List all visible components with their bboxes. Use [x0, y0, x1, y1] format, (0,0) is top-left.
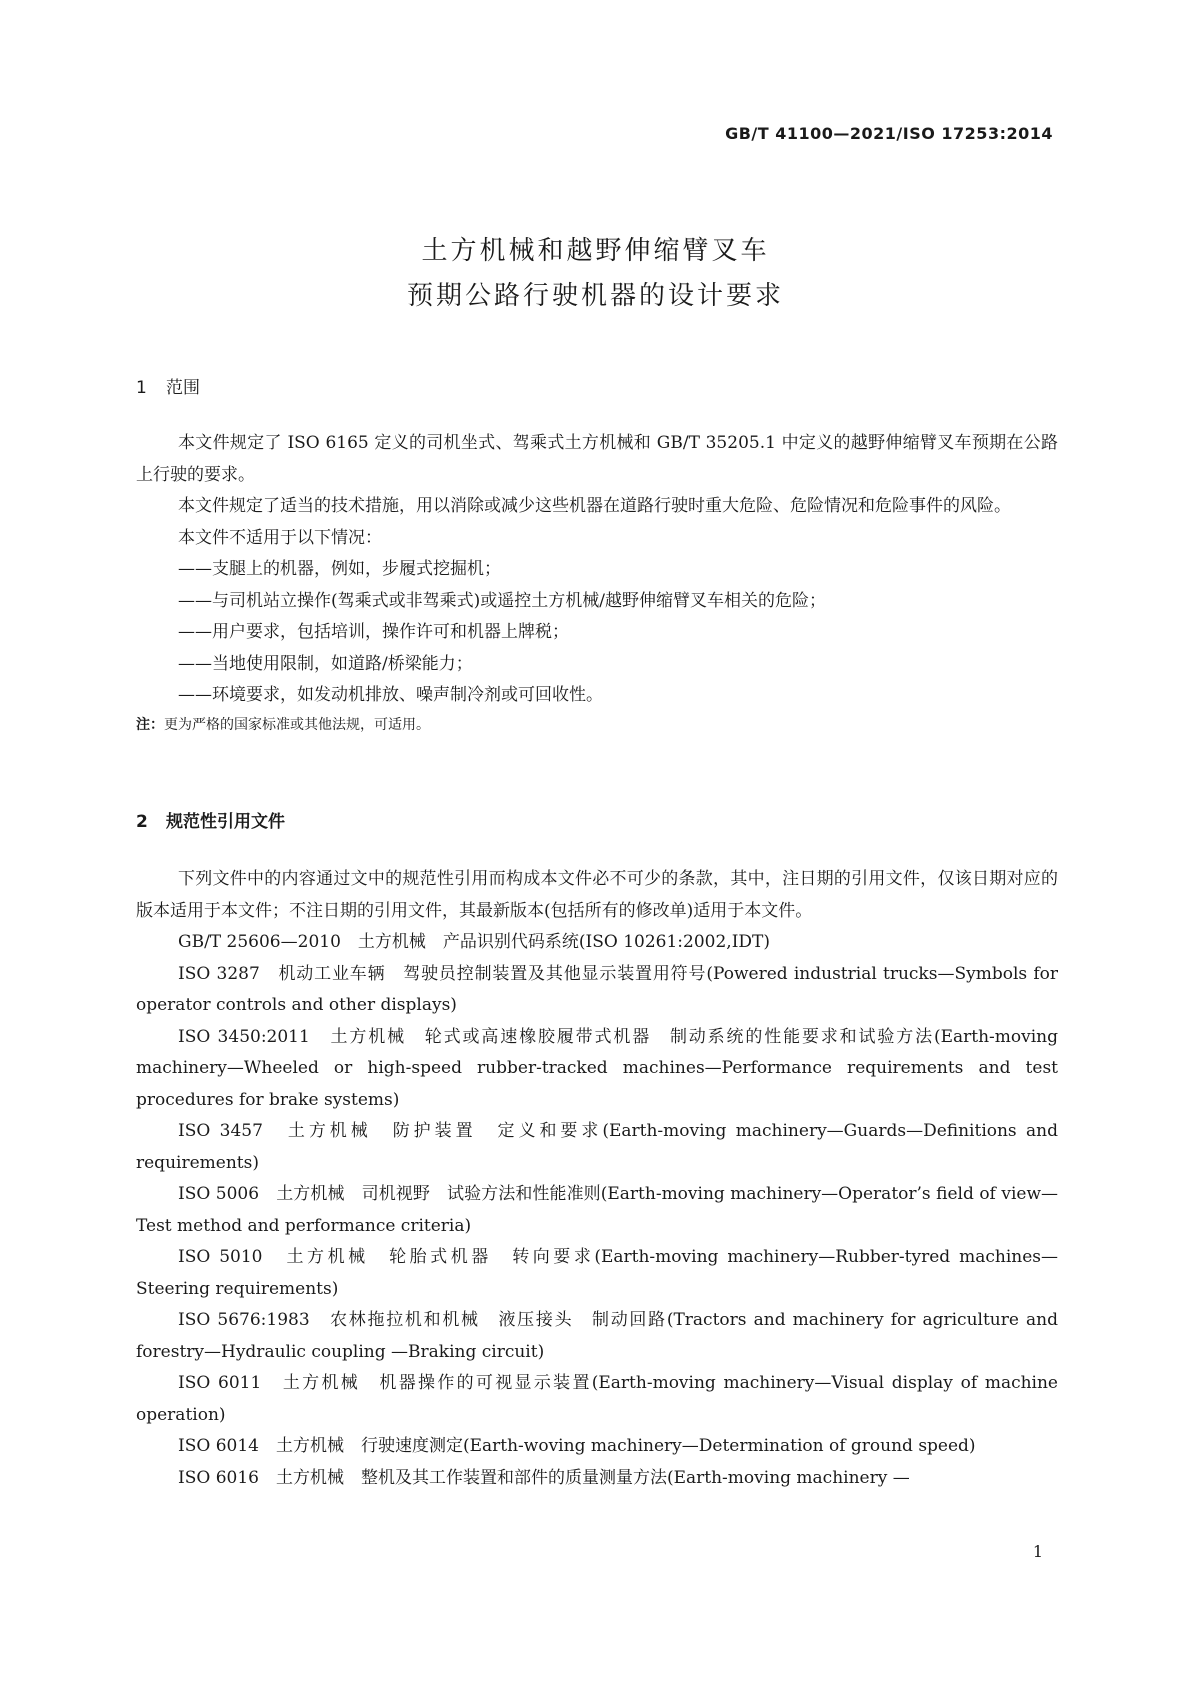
note-text: 更为严格的国家标准或其他法规，可适用。 — [164, 716, 430, 733]
note-label: 注： — [136, 716, 164, 733]
reference-item: ISO 5010 土方机械 轮胎式机器 转向要求(Earth-moving machinery—Rubber-tyred machines—Steering requirements) — [136, 1247, 1058, 1299]
exclusion-item: ——当地使用限制，如道路/桥梁能力； — [178, 653, 473, 674]
reference-item: ISO 6016 土方机械 整机及其工作装置和部件的质量测量方法(Earth-moving machinery — — [178, 1467, 910, 1488]
section-1-body — [136, 428, 1058, 738]
paragraph: 本文件规定了适当的技术措施，用以消除或减少这些机器在道路行驶时重大危险、危险情况和危险事件的风险。 — [178, 496, 1011, 516]
paragraph: 本文件不适用于以下情况： — [178, 527, 382, 548]
reference-item: ISO 3457 土方机械 防护装置 定义和要求(Earth-moving machinery—Guards—Definitions and requirements) — [136, 1121, 1058, 1173]
standard-code: GB/T 41100—2021/ISO 17253:2014 — [725, 124, 1053, 143]
section-1-title: 范围 — [166, 378, 200, 398]
exclusion-item: ——用户要求，包括培训，操作许可和机器上牌税； — [178, 622, 569, 642]
reference-item: ISO 6014 土方机械 行驶速度测定(Earth-woving machinery—Determination of ground speed) — [178, 1436, 976, 1456]
exclusion-item: ——支腿上的机器，例如，步履式挖掘机； — [178, 559, 501, 579]
note — [136, 712, 1058, 738]
section-2-body — [136, 864, 1058, 1494]
paragraph: 下列文件中的内容通过文中的规范性引用而构成本文件必不可少的条款，其中，注日期的引用文件，仅该日期对应的版本适用于本文件；不注日期的引用文件，其最新版本(包括所有的修改单)适用于本文件。 — [136, 869, 1058, 921]
section-1-number: 1 — [136, 378, 147, 398]
section-2-heading — [136, 807, 285, 832]
page-number: 1 — [1032, 1542, 1043, 1561]
reference-item: ISO 5006 土方机械 司机视野 试验方法和性能准则(Earth-moving machinery—Operator’s field of view—Test method and performance criteria) — [136, 1184, 1058, 1236]
reference-item: GB/T 25606—2010 土方机械 产品识别代码系统(ISO 10261:2002,IDT) — [178, 932, 771, 952]
document-title-line-1: 土方机械和越野伸缩臂叉车 — [421, 236, 770, 266]
exclusion-item: ——环境要求，如发动机排放、噪声制冷剂或可回收性。 — [178, 685, 603, 705]
section-2-title: 规范性引用文件 — [166, 812, 285, 832]
reference-item: ISO 5676:1983 农林拖拉机和机械 液压接头 制动回路(Tractors and machinery for agriculture and forestry—Hydraulic coupling —Braking circuit) — [136, 1310, 1058, 1362]
exclusion-item: ——与司机站立操作(驾乘式或非驾乘式)或遥控土方机械/越野伸缩臂叉车相关的危险； — [178, 590, 826, 611]
reference-item: ISO 3287 机动工业车辆 驾驶员控制装置及其他显示装置用符号(Powered industrial trucks—Symbols for operator controls and other displays) — [136, 963, 1058, 1015]
section-1-heading — [136, 373, 200, 398]
paragraph: 本文件规定了 ISO 6165 定义的司机坐式、驾乘式土方机械和 GB/T 35205.1 中定义的越野伸缩臂叉车预期在公路上行驶的要求。 — [136, 433, 1058, 485]
reference-item: ISO 6011 土方机械 机器操作的可视显示装置(Earth-moving machinery—Visual display of machine operation) — [136, 1373, 1058, 1425]
document-title-line-2: 预期公路行驶机器的设计要求 — [406, 281, 784, 311]
reference-item: ISO 3450:2011 土方机械 轮式或高速橡胶履带式机器 制动系统的性能要求和试验方法(Earth-moving machinery—Wheeled or high-speed rubber-tracked machines—Performance requirements and test procedures for brake systems) — [136, 1026, 1058, 1110]
section-2-number: 2 — [136, 812, 148, 832]
